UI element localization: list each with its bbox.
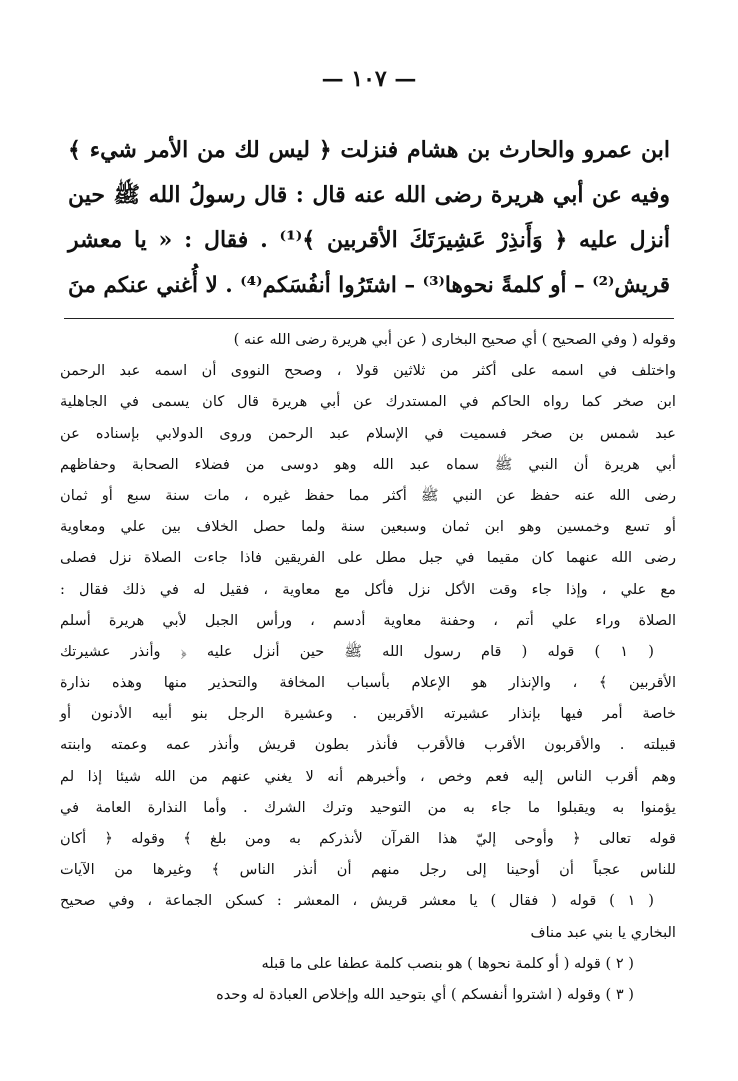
footnote-divider [64, 318, 674, 319]
footnote-line: ( ٢ ) قوله ( أو كلمة نحوها ) هو بنصب كلمة عطفا على ما قبله [261, 954, 634, 972]
footnote-line: ابن صخر كما رواه الحاكم في المستدرك عن أبي هريرة قال كان يسمى في الجاهلية [60, 393, 676, 411]
footnotes [60, 324, 676, 1010]
footnote-line: واختلف في اسمه على أكثر من ثلاثين قولا ، وصحح النووى أن اسمه عبد الرحمن [60, 362, 676, 380]
main-text-line: ابن عمرو والحارث بن هشام فنزلت ﴿ ليس لك من الأمر شيء ﴾ [68, 137, 670, 163]
footnote-line: قوله تعالى ﴿ وأوحى إليّ هذا القرآن لأنذركم به ومن بلغ ﴾ وقوله ﴿ أكان [60, 830, 676, 847]
main-text-line: وفيه عن أبي هريرة رضى الله عنه قال : قال رسولُ الله ﷺ حين [68, 182, 670, 208]
footnote-line: البخاري يا بني عبد مناف [530, 923, 676, 941]
footnote-line: رضى الله عنه حفظ عن النبي ﷺ أكثر مما حفظ غيره ، مات سنة سبع أو ثمان [60, 486, 676, 504]
page-number: — ١٠٧ — [321, 66, 417, 92]
footnote-line: قبيلته . والأقربون الأقرب فالأقرب فأنذر بطون قريش وأنذر عمه وعمته وابنته [60, 736, 676, 754]
main-text [68, 128, 670, 308]
footnote-line: رضى الله عنهما كان مقيما في جبل مطل على الفريقين فاذا جاءت الصلاة نزل فصلى [60, 549, 676, 567]
main-text-line: قريش⁽²⁾ – أو كلمةً نحوها⁽³⁾ – اشتَرُوا أنفُسَكم⁽⁴⁾ . لا أُغني عنكم منَ [68, 273, 670, 298]
footnote-line: الأقربين ﴾ ، والإنذار هو الإعلام بأسباب المخافة والتحذير منها وهذه نذارة [60, 674, 676, 692]
main-text-line: أنزل عليه ﴿ وَأَنذِرْ عَشِيرَتَكَ الأقربين ﴾⁽¹⁾ . فقال : « يا معشر [68, 227, 671, 253]
footnote-line: مع علي ، وإذا جاء وقت الأكل نزل فأكل مع معاوية ، فقيل له في ذلك فقال : [60, 580, 676, 598]
footnote-line: ( ١ ) قوله ( قام رسول الله ﷺ حين أنزل عليه ﴿ وأنذر عشيرتك [60, 642, 654, 660]
footnote-line: أبي هريرة أن النبي ﷺ سماه عبد الله وهو دوسى من فضلاء الصحابة وحفاظهم [60, 455, 676, 473]
footnote-line: خاصة أمر فيها بإنذار عشيرته الأقربين . وعشيرة الرجل بنو أبيه الأدنون أو [60, 705, 676, 723]
footnote-line: وقوله ( وفي الصحيح ) أي صحيح البخارى ( عن أبي هريرة رضى الله عنه ) [233, 331, 676, 348]
footnote-line: للناس عجباً أن أوحينا إلى رجل منهم أن أنذر الناس ﴾ وغيرها من الآيات [60, 861, 676, 879]
footnote-line: ( ١ ) قوله ( فقال ) يا معشر قريش ، المعشر : كسكن الجماعة ، وفي صحيح [60, 892, 654, 910]
footnote-line: أو تسع وخمسين وهو ابن ثمان وسبعين سنة ولما حصل الخلاف بين علي ومعاوية [60, 518, 676, 536]
footnote-line: يؤمنوا به ويقبلوا ما جاء به من التوحيد وترك الشرك . وأما النذارة العامة في [60, 798, 676, 816]
footnote-line: وهم أقرب الناس إليه فعم وخص ، وأخبرهم أنه لا يغني عنهم من الله شيئا إذا لم [60, 767, 676, 785]
footnote-line: ( ٣ ) وقوله ( اشتروا أنفسكم ) أي بتوحيد الله وإخلاص العبادة له وحده [216, 985, 634, 1003]
footnote-line: عبد شمس بن صخر فسميت في الإسلام عبد الرحمن وروى الدولابي بإسناده عن [60, 424, 676, 442]
footnote-line: الصلاة وراء علي أتم ، وحفنة معاوية أدسم ، ورأس الجبل لأبي هريرة أسلم [60, 611, 676, 629]
